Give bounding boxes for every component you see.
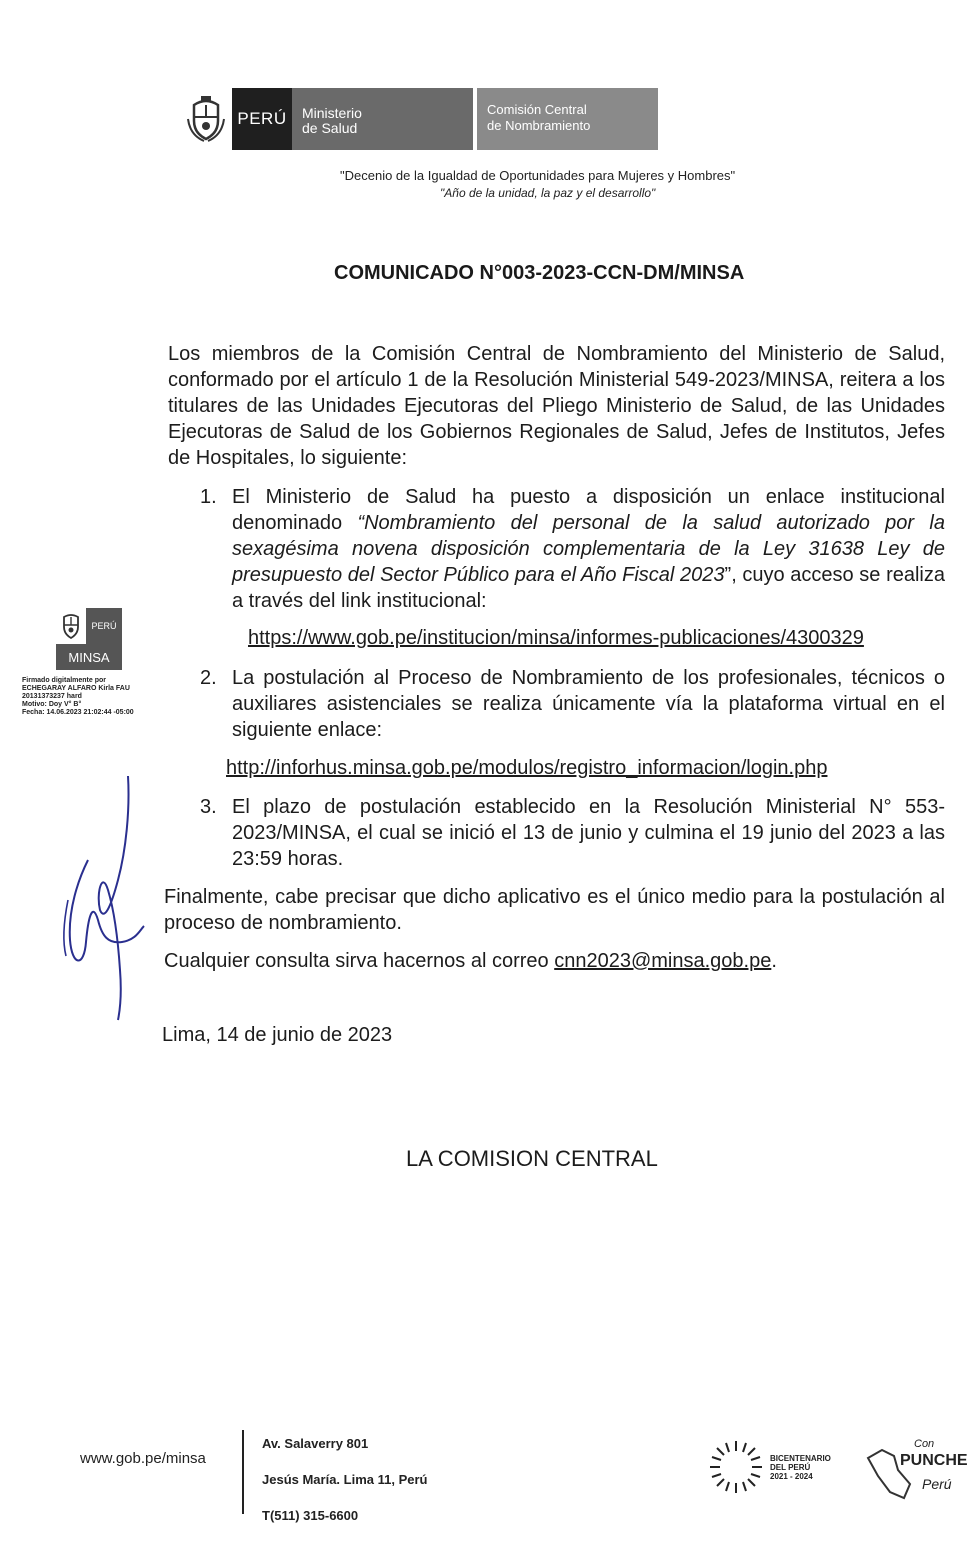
date-line: Lima, 14 de junio de 2023 — [162, 1024, 393, 1046]
closing-paragraph: Finalmente, cabe precisar que dicho aplicativo es el único medio para la postulación al proceso de nombramiento. — [164, 886, 945, 934]
bicentenario-logo: BICENTENARIO DEL PERÚ 2021 - 2024 — [708, 1432, 858, 1502]
digital-signature-text: Firmado digitalmente por ECHEGARAY ALFARO Kirla FAU 20131373237 hard Motivo: Doy V° B° Fecha: 14.06.2023 21:02:44 -05:00 — [22, 677, 134, 716]
footer-address-line: Av. Salaverry 801 — [262, 1436, 369, 1451]
digital-seal: PERÚ MINSA — [56, 608, 122, 670]
footer-address-line: Jesús María. Lima 11, Perú — [262, 1472, 428, 1487]
contact-line: Cualquier consulta sirva hacernos al correo cnn2023@minsa.gob.pe. — [164, 950, 777, 972]
bicentenario-sun-icon — [708, 1439, 764, 1495]
minsa-publications-link[interactable]: https://www.gob.pe/institucion/minsa/informes-publicaciones/4300329 — [248, 627, 864, 649]
peru-label: PERÚ — [232, 88, 292, 150]
motto-year: "Año de la unidad, la paz y el desarrollo" — [440, 186, 656, 200]
commission-label: Comisión Central de Nombramiento — [477, 88, 658, 150]
ministry-label: Ministerio de Salud — [292, 88, 473, 150]
signatory: LA COMISION CENTRAL — [406, 1146, 658, 1171]
footer-url: www.gob.pe/minsa — [80, 1450, 206, 1467]
contact-email-link[interactable]: cnn2023@minsa.gob.pe — [554, 950, 772, 972]
intro-paragraph: Los miembros de la Comisión Central de Nombramiento del Ministerio de Salud, conformado por el artículo 1 de la Resolución Ministerial 549-2023/MINSA, reitera a los titulares de las Unidades Ejecutoras del Pliego Ministerio de Salud, de las Unidades Ejecutoras de Salud de los Gobiernos Regionales de Salud, Jefes de Institutos, Jefes de Hospitales, lo siguiente: — [168, 343, 945, 469]
con-punche-peru-logo: Con PUNCHE Perú — [864, 1436, 972, 1508]
document-title: COMUNICADO N°003-2023-CCN-DM/MINSA — [334, 262, 745, 284]
list-item: 1. El Ministerio de Salud ha puesto a disposición un enlace institucional denominado “Nombramiento del personal de la salud autorizado por la sexagésima novena disposición complementaria de la Ley 31638 Ley de presupuesto del Sector Público para el Año Fiscal 2023”, cuyo acceso se realiza a través del link institucional: — [200, 486, 945, 612]
list-item: 2. La postulación al Proceso de Nombramiento de los profesionales, técnicos o auxiliares asistenciales se realiza únicamente vía la plataforma virtual en el siguiente enlace: — [200, 667, 945, 741]
footer-divider — [242, 1430, 244, 1514]
motto-decade: "Decenio de la Igualdad de Oportunidades para Mujeres y Hombres" — [340, 168, 736, 183]
coat-of-arms-icon — [180, 88, 232, 150]
list-item: 3. El plazo de postulación establecido en la Resolución Ministerial N° 553-2023/MINSA, el cual se inició el 13 de junio y culmina el 19 junio del 2023 a las 23:59 horas. — [200, 796, 945, 870]
inforhus-login-link[interactable]: http://inforhus.minsa.gob.pe/modulos/registro_informacion/login.php — [226, 757, 828, 779]
handwritten-signature — [48, 770, 148, 1030]
header-logo — [180, 88, 658, 150]
coat-of-arms-icon — [56, 608, 86, 644]
footer-phone: T(511) 315-6600 — [262, 1508, 359, 1523]
